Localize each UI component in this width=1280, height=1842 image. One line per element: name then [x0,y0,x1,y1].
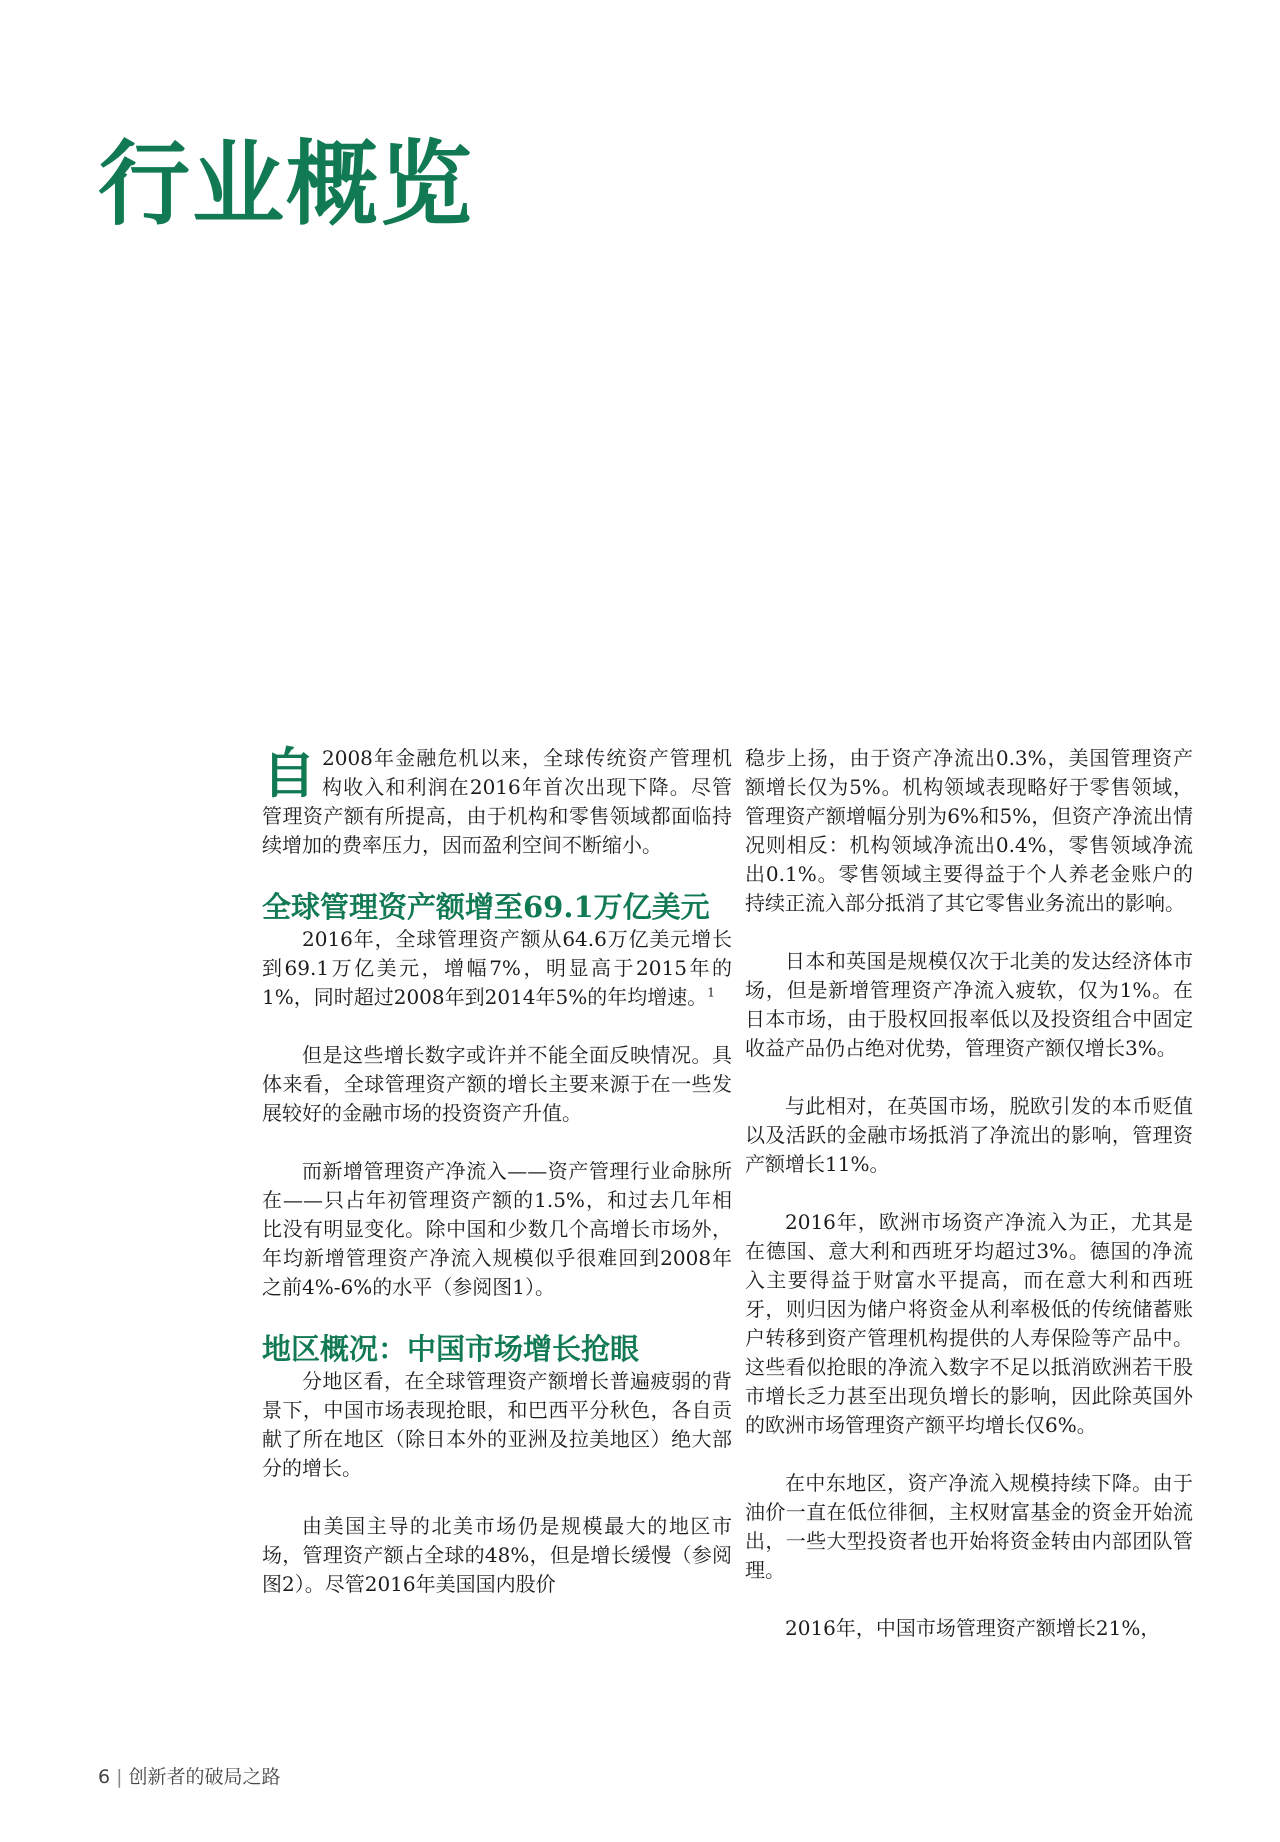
section-heading-regional: 地区概况：中国市场增长抢眼 [262,1332,640,1366]
body-paragraph: 而新增管理资产净流入——资产管理行业命脉所在——只占年初管理资产额的1.5%，和过去几年相比没有明显变化。除中国和少数几个高增长市场外，年均新增管理资产净流入规模似乎很难回到2008年之前4%-6%的水平（参阅图1）。 [262,1159,732,1299]
body-paragraph: 在中东地区，资产净流入规模持续下降。由于油价一直在低位徘徊，主权财富基金的资金开始流出，一些大型投资者也开始将资金转由内部团队管理。 [745,1471,1193,1582]
body-paragraph [262,925,732,1012]
body-paragraph: 2016年，欧洲市场资产净流入为正，尤其是在德国、意大利和西班牙均超过3%。德国的净流入主要得益于财富水平提高，而在意大利和西班牙，则归因为储户将资金从利率极低的传统储蓄账户转移到资产管理机构提供的人寿保险等产品中。这些看似抢眼的净流入数字不足以抵消欧洲若干股市增长乏力甚至出现负增长的影响，因此除英国外的欧洲市场管理资产额平均增长仅6%。 [745,1210,1193,1437]
body-paragraph: 由美国主导的北美市场仍是规模最大的地区市场，管理资产额占全球的48%，但是增长缓慢（参阅图2）。尽管2016年美国国内股价 [262,1514,732,1596]
footnote-ref[interactable]: 1 [707,985,715,1000]
body-paragraph: 日本和英国是规模仅次于北美的发达经济体市场，但是新增管理资产净流入疲软，仅为1%。在日本市场，由于股权回报率低以及投资组合中固定收益产品仍占绝对优势，管理资产额仅增长3%。 [745,949,1193,1060]
page-number: 6 [98,1766,111,1788]
page-title: 行业概览 [98,130,475,238]
footer-separator: | [116,1766,123,1788]
body-paragraph: 与此相对，在英国市场，脱欧引发的本币贬值以及活跃的金融市场抵消了净流出的影响，管理资产额增长11%。 [745,1094,1193,1176]
body-paragraph: 但是这些增长数字或许并不能全面反映情况。具体来看，全球管理资产额的增长主要来源于在一些发展较好的金融市场的投资资产升值。 [262,1043,732,1125]
publication-title: 创新者的破局之路 [128,1766,281,1788]
body-paragraph: 稳步上扬，由于资产净流出0.3%，美国管理资产额增长仅为5%。机构领域表现略好于零售领域，管理资产额增幅分别为6%和5%，但资产净流出情况则相反：机构领域净流出0.4%，零售领域净流出0.1%。零售领域主要得益于个人养老金账户的持续正流入部分抵消了其它零售业务流出的影响。 [745,746,1193,915]
body-paragraph: 2016年，中国市场管理资产额增长21%， [785,1616,1161,1640]
page-footer [98,1762,281,1789]
body-text: 2016年，全球管理资产额从64.6万亿美元增长到69.1万亿美元，增幅7%，明显高于2015年的1%，同时超过2008年到2014年5%的年均增速。 [262,927,732,1009]
right-column [745,744,1193,1643]
left-column [262,741,732,1599]
drop-cap: 自 [262,741,316,805]
intro-text: 2008年金融危机以来，全球传统资产管理机构收入和利润在2016年首次出现下降。尽管管理资产额有所提高，由于机构和零售领域都面临持续增加的费率压力，因而盈利空间不断缩小。 [262,746,732,857]
body-paragraph: 分地区看，在全球管理资产额增长普遍疲弱的背景下，中国市场表现抢眼，和巴西平分秋色，各自贡献了所在地区（除日本外的亚洲及拉美地区）绝大部分的增长。 [262,1369,732,1480]
section-heading-global-aum: 全球管理资产额增至69.1万亿美元 [262,890,710,924]
intro-paragraph [262,741,732,860]
